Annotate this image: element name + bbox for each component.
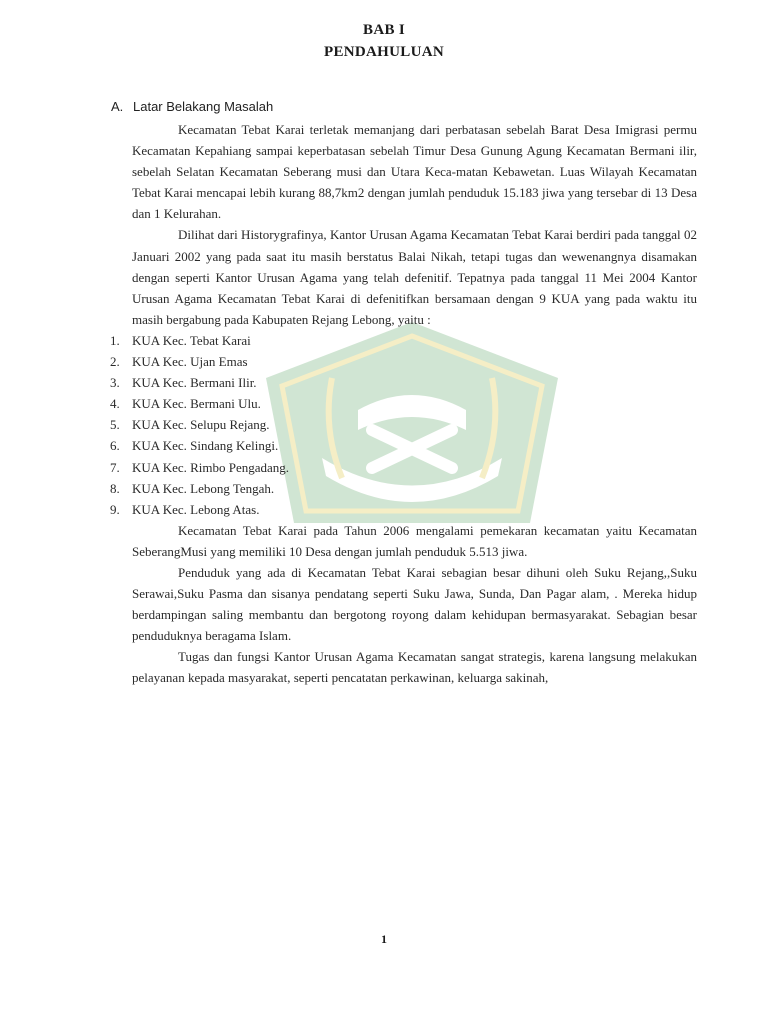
list-item-text: KUA Kec. Sindang Kelingi. bbox=[132, 438, 279, 454]
list-item-number: 1. bbox=[110, 332, 120, 348]
paragraph: Tugas dan fungsi Kantor Urusan Agama Kecamatan sangat strategis, karena langsung melakukan pelayanan kepada masyarakat, seperti pencatatan perkawinan, keluarga sakinah, bbox=[132, 649, 697, 686]
list-item-number: 2. bbox=[110, 354, 120, 370]
list-item-text: KUA Kec. Bermani Ilir. bbox=[132, 375, 257, 391]
section-title: Latar Belakang Masalah bbox=[133, 99, 274, 114]
list-item bbox=[110, 330, 675, 351]
kua-list bbox=[110, 330, 675, 520]
page-number: 1 bbox=[381, 932, 387, 946]
list-item-text: KUA Kec. Tebat Karai bbox=[132, 332, 251, 348]
list-item-number: 7. bbox=[110, 459, 120, 475]
section-heading bbox=[111, 99, 273, 114]
paragraph: Kecamatan Tebat Karai pada Tahun 2006 mengalami pemekaran kecamatan yaitu Kecamatan SeberangMusi yang memiliki 10 Desa dengan jumlah penduduk 5.513 jiwa. bbox=[132, 522, 697, 559]
list-item bbox=[110, 478, 675, 499]
section-number: A. bbox=[111, 99, 124, 114]
list-item bbox=[110, 499, 675, 520]
list-item bbox=[110, 435, 675, 456]
chapter-subtitle: PENDAHULUAN bbox=[324, 44, 444, 60]
list-item-number: 3. bbox=[110, 375, 120, 391]
list-item-number: 6. bbox=[110, 438, 120, 454]
paragraph: Kecamatan Tebat Karai terletak memanjang dari perbatasan sebelah Barat Desa Imigrasi permu Kecamatan Kepahiang sampai keperbatasan sebelah Timur Desa Gunung Agung Kecamatan Bermani ilir, sebelah Selatan Kecamatan Seberang musi dan Utara Keca-matan Kebawetan. Luas Wilayah Kecamatan Tebat Karai mencapai lebih kurang 88,7km2 dengan jumlah penduduk 15.183 jiwa yang tersebar di 13 Desa dan 1 Kelurahan. bbox=[132, 122, 697, 222]
list-item-text: KUA Kec. Rimbo Pengadang. bbox=[132, 459, 290, 475]
list-item-number: 8. bbox=[110, 480, 120, 496]
list-item-text: KUA Kec. Lebong Atas. bbox=[132, 501, 260, 517]
paragraph: Penduduk yang ada di Kecamatan Tebat Karai sebagian besar dihuni oleh Suku Rejang,,Suku Serawai,Suku Pasma dan sisanya pendatang seperti Suku Jawa, Sunda, Dan Pagar alam, . Mereka hidup berdampingan saling membantu dan bergotong royong dalam kehidupan bermasyarakat. Sebagian besar penduduknya beragama Islam. bbox=[132, 564, 697, 644]
list-item-text: KUA Kec. Bermani Ulu. bbox=[132, 396, 261, 412]
paragraph: Dilihat dari Historygrafinya, Kantor Urusan Agama Kecamatan Tebat Karai berdiri pada tanggal 02 Januari 2002 yang pada saat itu masih berstatus Balai Nikah, tetapi tugas dan wewenangnya disamakan dengan seperti Kantor Urusan Agama yang telah defenitif. Tepatnya pada tanggal 11 Mei 2004 Kantor Urusan Agama Kecamatan Tebat Karai di defenitifkan bersamaan dengan 9 KUA yang pada waktu itu masih bergabung pada Kabupaten Rejang Lebong, yaitu : bbox=[132, 227, 697, 327]
list-item bbox=[110, 351, 675, 372]
document-body bbox=[110, 119, 697, 689]
list-item-text: KUA Kec. Ujan Emas bbox=[132, 354, 248, 370]
list-item-number: 9. bbox=[110, 501, 120, 517]
list-item bbox=[110, 414, 675, 435]
list-item-text: KUA Kec. Lebong Tengah. bbox=[132, 480, 275, 496]
list-item bbox=[110, 457, 675, 478]
list-item-number: 5. bbox=[110, 417, 120, 433]
list-item bbox=[110, 393, 675, 414]
list-item-text: KUA Kec. Selupu Rejang. bbox=[132, 417, 270, 433]
list-item bbox=[110, 372, 675, 393]
chapter-title: BAB I bbox=[363, 22, 405, 38]
list-item-number: 4. bbox=[110, 396, 120, 412]
